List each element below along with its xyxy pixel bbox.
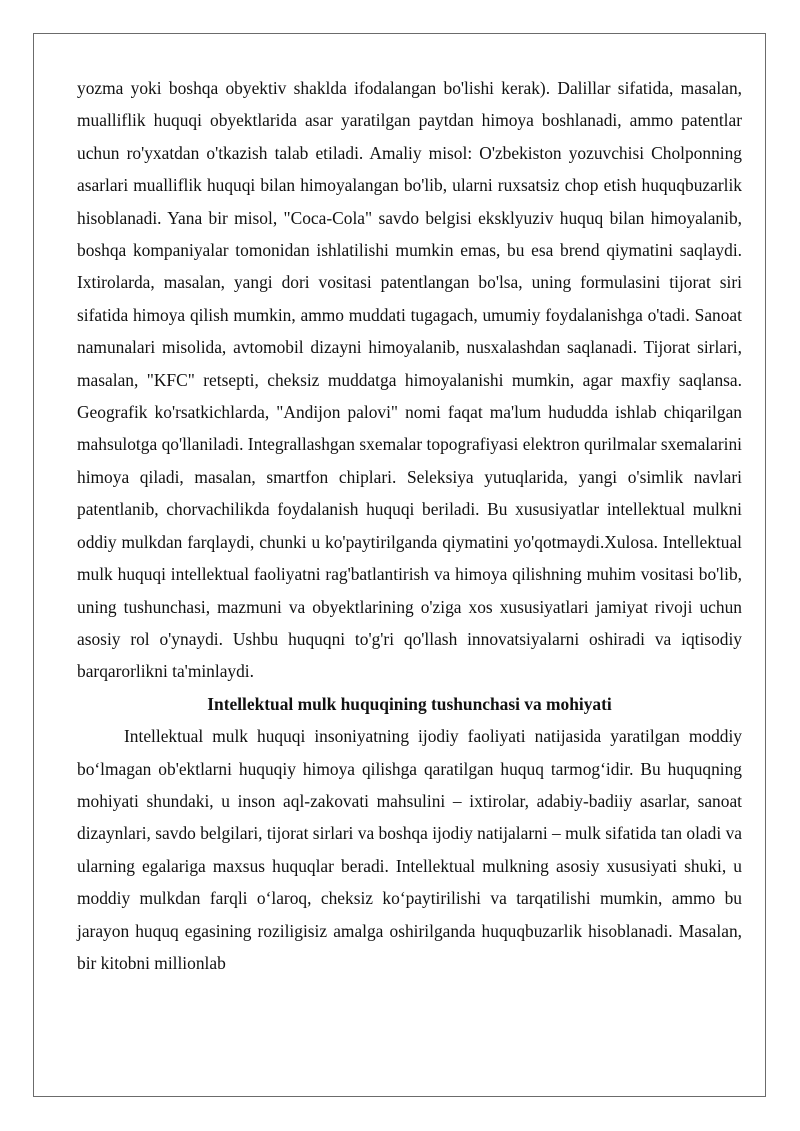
- body-paragraph-2: Intellektual mulk huquqi insoniyatning ijodiy faoliyati natijasida yaratilgan moddiy bo‘lmagan ob'ektlarni huquqiy himoya qilishga qaratilgan huquq tarmog‘idir. Bu huquqning mohiyati shundaki, u inson aql-zakovati mahsulini – ixtirolar, adabiy-badiiy asarlar, sanoat dizaynlari, savdo belgilari, tijorat sirlari va boshqa ijodiy natijalarni – mulk sifatida tan oladi va ularning egalariga maxsus huquqlar beradi. Intellektual mulkning asosiy xususiyati shuki, u moddiy mulkdan farqli o‘laroq, cheksiz ko‘paytirilishi va tarqatilishi mumkin, ammo bu jarayon huquq egasining roziligisiz amalga oshirilganda huquqbuzarlik hisoblanadi. Masalan, bir kitobni millionlab: [77, 726, 742, 973]
- body-paragraph-1: yozma yoki boshqa obyektiv shaklda ifodalangan bo'lishi kerak). Dalillar sifatida, masalan, mualliflik huquqi obyektlarida asar yaratilgan paytdan himoya boshlanadi, ammo patentlar uchun ro'yxatdan o'tkazish talab etiladi. Amaliy misol: O'zbekiston yozuvchisi Cholponning asarlari mualliflik huquqi bilan himoyalangan bo'lib, ularni ruxsatsiz chop etish huquqbuzarlik hisoblanadi. Yana bir misol, "Coca-Cola" savdo belgisi eksklyuziv huquq bilan himoyalanib, boshqa kompaniyalar tomonidan ishlatilishi mumkin emas, bu esa brend qiymatini saqlaydi. Ixtirolarda, masalan, yangi dori vositasi patentlangan bo'lsa, uning formulasini tijorat siri sifatida himoya qilish mumkin, ammo muddati tugagach, umumiy foydalanishga o'tadi. Sanoat namunalari misolida, avtomobil dizayni himoyalanib, nusxalashdan saqlanadi. Tijorat sirlari, masalan, "KFC" retsepti, cheksiz muddatga himoyalanishi mumkin, agar maxfiy saqlansa. Geografik ko'rsatkichlarda, "Andijon palovi" nomi faqat ma'lum hududda ishlab chiqarilgan mahsulotga qo'llaniladi. Integrallashgan sxemalar topografiyasi elektron qurilmalar sxemalarini himoya qiladi, masalan, smartfon chiplari. Seleksiya yutuqlarida, yangi o'simlik navlari patentlanib, chorvachilikda foydalanish huquqi beriladi. Bu xususiyatlar intellektual mulkni oddiy mulkdan farqlaydi, chunki u ko'paytirilganda qiymatini yo'qotmaydi.Xulosa. Intellektual mulk huquqi intellektual faoliyatni rag'batlantirish va himoya qilishning muhim vositasi bo'lib, uning tushunchasi, mazmuni va obyektlarining o'ziga xos xususiyatlari jamiyat rivoji uchun asosiy rol o'ynaydi. Ushbu huquqni to'g'ri qo'llash innovatsiyalarni oshiradi va iqtisodiy barqarorlikni ta'minlaydi.: [77, 78, 742, 682]
- section-heading: Intellektual mulk huquqining tushunchasi va mohiyati: [207, 693, 612, 714]
- document-body: [77, 72, 742, 979]
